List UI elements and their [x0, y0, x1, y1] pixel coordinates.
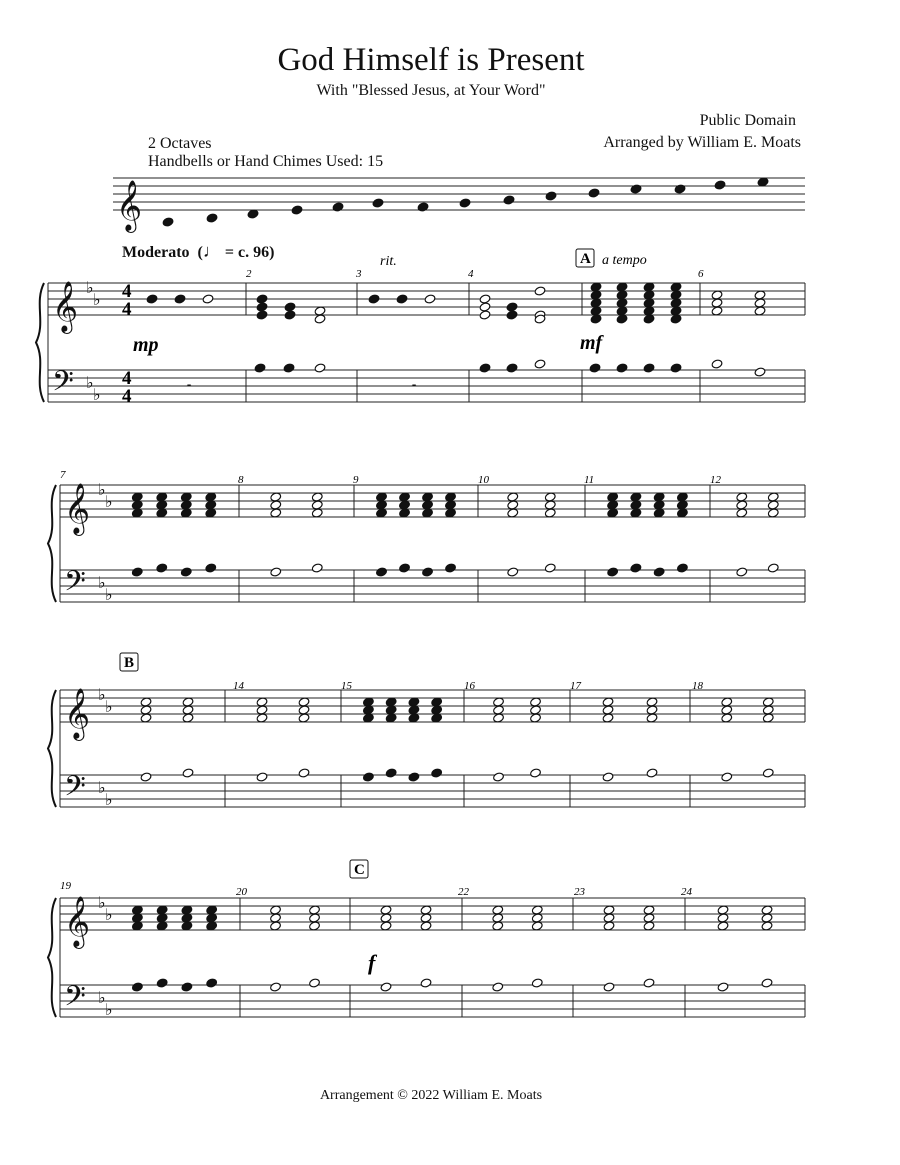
- flat-icon: ♭: [98, 573, 106, 592]
- note-head: [180, 567, 192, 577]
- dynamic-mf: mf: [580, 332, 603, 354]
- note-head: [256, 772, 268, 782]
- note-head: [492, 982, 504, 992]
- treble-clef-icon: 𝄞: [116, 180, 143, 231]
- note-head: [616, 363, 628, 373]
- chord-note: [284, 302, 296, 312]
- note-head: [653, 567, 665, 577]
- note-head: [717, 982, 729, 992]
- note-head: [270, 567, 282, 577]
- chord-note: [256, 310, 268, 320]
- arranger-credit: Arranged by William E. Moats: [603, 134, 801, 151]
- range-note: [459, 198, 471, 208]
- a-tempo-marking: a tempo: [602, 253, 647, 268]
- note-head: [762, 768, 774, 778]
- range-note: [714, 180, 726, 190]
- note-head: [431, 768, 443, 778]
- flat-icon: ♭: [105, 905, 113, 924]
- range-note: [503, 195, 515, 205]
- svg-text:A: A: [580, 251, 591, 267]
- measure-number: 2: [246, 268, 252, 280]
- note-head: [131, 567, 143, 577]
- range-note: [545, 191, 557, 201]
- measure-number: 16: [464, 680, 475, 692]
- note-head: [493, 772, 505, 782]
- bass-clef-icon: 𝄢: [64, 770, 86, 810]
- chord-note: [284, 310, 296, 320]
- bass-staff: [60, 570, 805, 602]
- note-head: [506, 363, 518, 373]
- note-head: [643, 363, 655, 373]
- rehearsal-mark-a: [576, 249, 594, 267]
- note-head: [396, 294, 408, 304]
- flat-icon: ♭: [105, 585, 113, 604]
- note-head: [544, 563, 556, 573]
- note-head: [146, 294, 158, 304]
- note-head: [408, 772, 420, 782]
- flat-icon: ♭: [105, 697, 113, 716]
- bass-clef-icon: 𝄢: [64, 980, 86, 1020]
- note-head: [445, 563, 457, 573]
- range-note: [332, 202, 344, 212]
- time-sig-bass-top: 4: [122, 368, 132, 389]
- bass-staff: [60, 775, 805, 807]
- measure-number: 10: [478, 474, 489, 486]
- note-head: [607, 567, 619, 577]
- note-head: [711, 359, 723, 369]
- flat-icon: ♭: [98, 480, 106, 499]
- note-head: [314, 363, 326, 373]
- note-head: [761, 978, 773, 988]
- note-head: [376, 567, 388, 577]
- measure-number: 20: [236, 886, 247, 898]
- measure-number: 15: [341, 680, 352, 692]
- note-head: [589, 363, 601, 373]
- note-head: [531, 978, 543, 988]
- note-head: [643, 978, 655, 988]
- time-sig-treble-top: 4: [122, 281, 132, 302]
- whole-rest-icon: 𝄼: [411, 377, 418, 396]
- flat-icon: ♭: [98, 685, 106, 704]
- metronome-text: = c. 96: [224, 244, 270, 261]
- note-head: [630, 563, 642, 573]
- note-head: [181, 982, 193, 992]
- whole-rest-icon: 𝄼: [186, 377, 193, 396]
- chord-note: [479, 310, 491, 320]
- note-head: [131, 982, 143, 992]
- bass-clef-icon: 𝄢: [52, 365, 74, 405]
- note-head: [676, 563, 688, 573]
- treble-clef-icon: 𝄞: [64, 896, 91, 947]
- measure-number: 18: [692, 680, 703, 692]
- note-head: [507, 567, 519, 577]
- flat-icon: ♭: [98, 988, 106, 1007]
- range-note: [162, 217, 174, 227]
- measure-number: 17: [570, 680, 581, 692]
- note-head: [424, 294, 436, 304]
- dynamic-f: f: [368, 950, 376, 975]
- bass-staff: [60, 985, 805, 1017]
- flat-icon: ♭: [86, 278, 94, 297]
- note-head: [754, 367, 766, 377]
- grand-staff-brace: [48, 485, 56, 602]
- note-head: [254, 363, 266, 373]
- note-head: [362, 772, 374, 782]
- note-head: [283, 363, 295, 373]
- range-staff: [113, 178, 805, 210]
- chord-note: [256, 302, 268, 312]
- note-head: [603, 982, 615, 992]
- chord-note: [534, 286, 546, 296]
- treble-staff: [60, 898, 805, 930]
- note-head: [721, 772, 733, 782]
- treble-clef-icon: 𝄞: [52, 281, 79, 332]
- note-head: [202, 294, 214, 304]
- page-title: God Himself is Present: [277, 42, 585, 78]
- chord-note: [479, 302, 491, 312]
- measure-number: 7: [60, 469, 66, 481]
- range-note: [291, 205, 303, 215]
- tempo-marking: Moderato (♩ = c. 96): [122, 241, 275, 261]
- note-head: [368, 294, 380, 304]
- treble-clef-icon: 𝄞: [64, 688, 91, 739]
- note-head: [298, 768, 310, 778]
- note-head: [602, 772, 614, 782]
- measure-number: 12: [710, 474, 721, 486]
- measure-number: 23: [574, 886, 585, 898]
- note-head: [205, 563, 217, 573]
- measure-number: 14: [233, 680, 244, 692]
- quarter-note-icon: ♩: [202, 241, 221, 261]
- range-note: [417, 202, 429, 212]
- note-head: [311, 563, 323, 573]
- note-head: [420, 978, 432, 988]
- time-sig-treble-bottom: 4: [122, 299, 132, 320]
- flat-icon: ♭: [86, 373, 94, 392]
- bass-clef-icon: 𝄢: [64, 565, 86, 605]
- grand-staff-brace: [36, 283, 44, 402]
- tempo-text: Moderato: [122, 244, 190, 261]
- measure-number: 4: [468, 268, 474, 280]
- chord-note: [506, 310, 518, 320]
- note-head: [385, 768, 397, 778]
- range-note: [372, 198, 384, 208]
- note-head: [422, 567, 434, 577]
- flat-icon: ♭: [93, 290, 101, 309]
- footer-copyright: Arrangement © 2022 William E. Moats: [319, 1088, 543, 1103]
- note-head: [156, 978, 168, 988]
- note-head: [140, 772, 152, 782]
- svg-text:C: C: [354, 862, 365, 878]
- chord-note: [506, 302, 518, 312]
- time-sig-bass-bottom: 4: [122, 386, 132, 407]
- octaves-label: 2 Octaves: [148, 135, 212, 152]
- source-credit: Public Domain: [699, 112, 796, 129]
- measure-number: 11: [584, 474, 595, 486]
- dynamic-mp: mp: [133, 334, 159, 356]
- note-head: [479, 363, 491, 373]
- measure-number: 6: [698, 268, 704, 280]
- flat-icon: ♭: [105, 492, 113, 511]
- measure-number: 8: [238, 474, 244, 486]
- rit-marking: rit.: [380, 254, 397, 269]
- note-head: [767, 563, 779, 573]
- note-head: [399, 563, 411, 573]
- svg-text:B: B: [124, 655, 135, 671]
- treble-clef-icon: 𝄞: [64, 483, 91, 534]
- note-head: [156, 563, 168, 573]
- range-note: [588, 188, 600, 198]
- note-head: [530, 768, 542, 778]
- measure-number: 3: [356, 268, 362, 280]
- page-subtitle: With "Blessed Jesus, at Your Word": [316, 82, 546, 99]
- note-head: [380, 982, 392, 992]
- flat-icon: ♭: [93, 385, 101, 404]
- note-head: [736, 567, 748, 577]
- chord-note: [479, 294, 491, 304]
- bass-staff: [48, 370, 805, 402]
- flat-icon: ♭: [105, 790, 113, 809]
- chord-note: [256, 294, 268, 304]
- measure-number: 24: [681, 886, 692, 898]
- note-head: [309, 978, 321, 988]
- flat-icon: ♭: [98, 893, 106, 912]
- note-head: [206, 978, 218, 988]
- range-note: [674, 184, 686, 194]
- bells-used-label: Handbells or Hand Chimes Used: 15: [148, 153, 384, 170]
- grand-staff-brace: [48, 898, 56, 1017]
- note-head: [534, 359, 546, 369]
- note-head: [182, 768, 194, 778]
- measure-number: 22: [458, 886, 469, 898]
- range-note: [206, 213, 218, 223]
- rehearsal-mark-c: [350, 860, 368, 878]
- flat-icon: ♭: [105, 1000, 113, 1019]
- note-head: [670, 363, 682, 373]
- measure-number: 19: [60, 880, 71, 892]
- grand-staff-brace: [48, 690, 56, 807]
- note-head: [646, 768, 658, 778]
- flat-icon: ♭: [98, 778, 106, 797]
- range-note: [630, 184, 642, 194]
- note-head: [270, 982, 282, 992]
- measure-number: 9: [353, 474, 359, 486]
- note-head: [174, 294, 186, 304]
- rehearsal-mark-b: [120, 653, 138, 671]
